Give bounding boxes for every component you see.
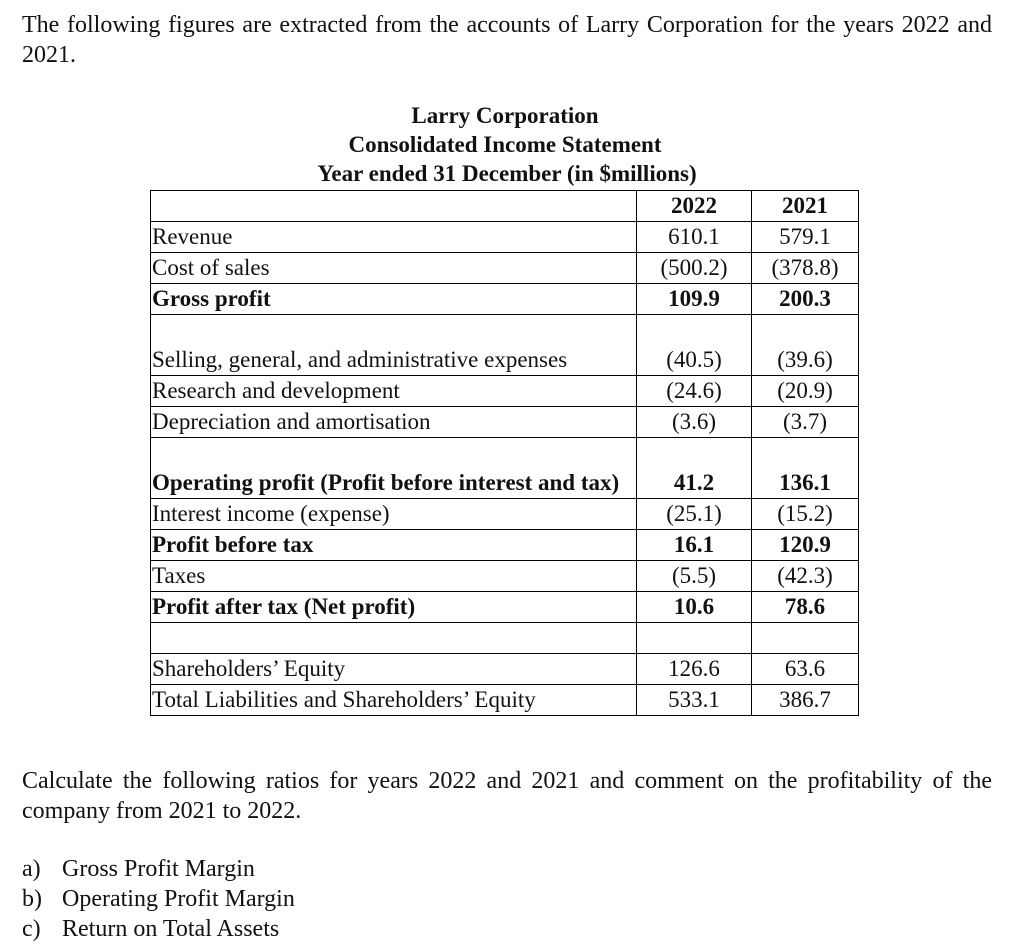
row-label: Taxes	[151, 561, 637, 592]
list-letter: a)	[22, 856, 41, 882]
value-2022: (24.6)	[637, 376, 752, 407]
table-row	[151, 530, 859, 561]
list-text: Return on Total Assets	[62, 916, 280, 942]
header-label-cell	[151, 191, 637, 222]
list-text: Gross Profit Margin	[62, 856, 255, 882]
intro-paragraph: The following figures are extracted from the accounts of Larry Corporation for the years 2022 and 2021.	[22, 12, 992, 68]
table-row	[151, 654, 859, 685]
value-2021: 386.7	[752, 685, 859, 716]
row-label: Gross profit	[151, 284, 637, 315]
header-2021: 2021	[752, 191, 859, 222]
value-2021: (15.2)	[752, 499, 859, 530]
table-row	[151, 315, 859, 376]
value-2022: (40.5)	[637, 315, 752, 376]
row-label: Selling, general, and administrative expenses	[151, 315, 637, 376]
table-row	[151, 407, 859, 438]
value-2021: (3.7)	[752, 407, 859, 438]
income-statement-table	[150, 190, 859, 716]
value-2022: 16.1	[637, 530, 752, 561]
ratio-list	[22, 854, 295, 944]
row-label: Revenue	[151, 222, 637, 253]
row-label: Depreciation and amortisation	[151, 407, 637, 438]
row-label: Operating profit (Profit before interest and tax)	[151, 438, 637, 499]
value-2021: (378.8)	[752, 253, 859, 284]
row-label	[151, 623, 637, 654]
value-2022: (500.2)	[637, 253, 752, 284]
list-item	[22, 914, 295, 944]
value-2022: 10.6	[637, 592, 752, 623]
value-2021: 63.6	[752, 654, 859, 685]
value-2022: 533.1	[637, 685, 752, 716]
row-label: Cost of sales	[151, 253, 637, 284]
table-row	[151, 253, 859, 284]
value-2022	[637, 623, 752, 654]
header-2022: 2022	[637, 191, 752, 222]
list-item	[22, 884, 295, 914]
row-label: Total Liabilities and Shareholders’ Equity	[151, 685, 637, 716]
value-2021: 579.1	[752, 222, 859, 253]
value-2022: 109.9	[637, 284, 752, 315]
value-2022: (25.1)	[637, 499, 752, 530]
value-2022: 41.2	[637, 438, 752, 499]
table-header-row	[151, 191, 859, 222]
question-paragraph: Calculate the following ratios for years 2022 and 2021 and comment on the profitability of the company from 2021 to 2022.	[22, 768, 992, 824]
table-row	[151, 376, 859, 407]
list-letter: c)	[22, 916, 41, 942]
table-row	[151, 561, 859, 592]
value-2021: 78.6	[752, 592, 859, 623]
table-row	[151, 438, 859, 499]
row-label: Profit after tax (Net profit)	[151, 592, 637, 623]
statement-title: Consolidated Income Statement	[348, 132, 662, 157]
value-2021: (20.9)	[752, 376, 859, 407]
statement-heading	[150, 101, 858, 188]
value-2022: (5.5)	[637, 561, 752, 592]
table-row	[151, 499, 859, 530]
company-name: Larry Corporation	[411, 103, 599, 128]
row-label: Research and development	[151, 376, 637, 407]
value-2021: 120.9	[752, 530, 859, 561]
value-2022: (3.6)	[637, 407, 752, 438]
row-label: Shareholders’ Equity	[151, 654, 637, 685]
value-2021: (42.3)	[752, 561, 859, 592]
table-row	[151, 284, 859, 315]
table-row	[151, 685, 859, 716]
row-label: Interest income (expense)	[151, 499, 637, 530]
value-2022: 126.6	[637, 654, 752, 685]
list-letter: b)	[22, 886, 42, 912]
value-2021	[752, 623, 859, 654]
statement-period: Year ended 31 December (in $millions)	[317, 161, 697, 186]
table-row	[151, 592, 859, 623]
table-row-blank	[151, 623, 859, 654]
value-2021: 136.1	[752, 438, 859, 499]
value-2021: (39.6)	[752, 315, 859, 376]
value-2021: 200.3	[752, 284, 859, 315]
table-row	[151, 222, 859, 253]
row-label: Profit before tax	[151, 530, 637, 561]
list-text: Operating Profit Margin	[62, 886, 295, 912]
value-2022: 610.1	[637, 222, 752, 253]
list-item	[22, 854, 295, 884]
